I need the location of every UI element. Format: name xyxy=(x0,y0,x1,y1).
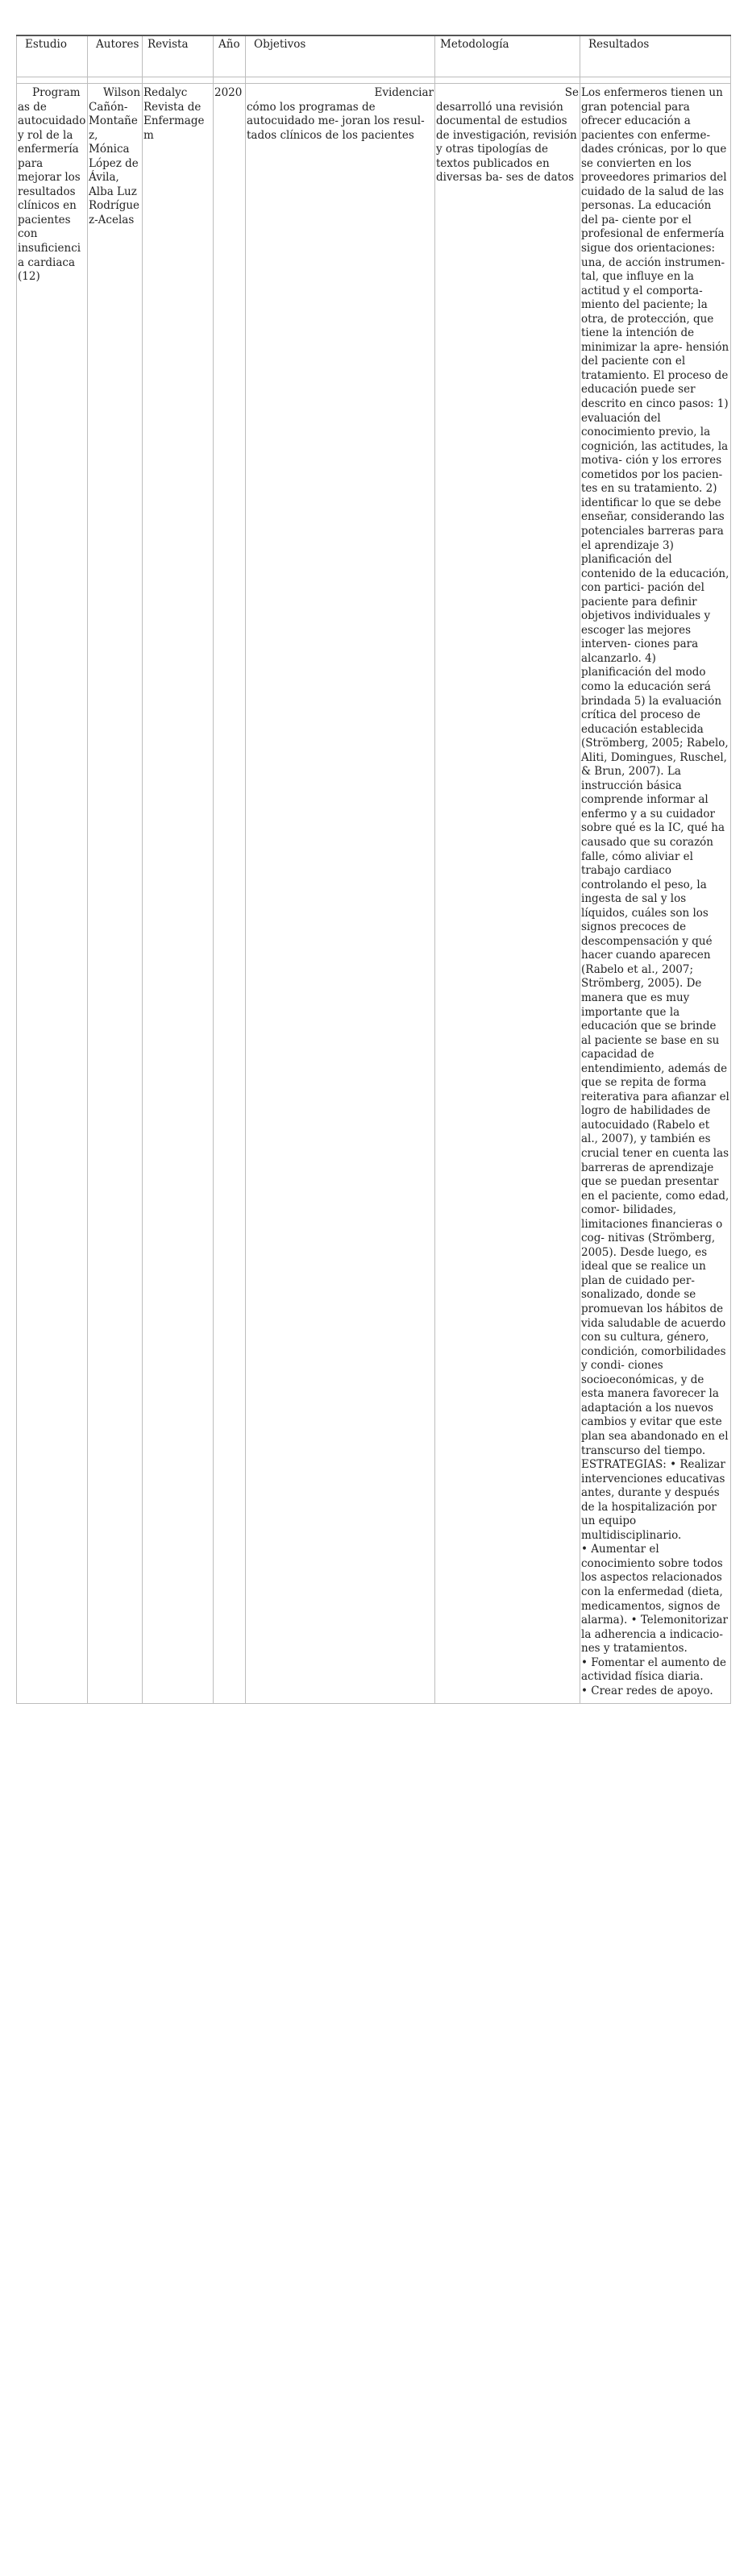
header-resultados: Resultados xyxy=(580,35,731,77)
objetivos-text: cómo los programas de autocuidado me- joran los resul- tados clínicos de los pacientes xyxy=(247,100,425,142)
estudio-text: Programas de autocuidado y rol de la enfermería para mejorar los resultados clínicos en pacientes con insuficiencia cardiaca (12) xyxy=(18,86,86,284)
cell-objetivos xyxy=(246,84,435,1704)
metodologia-first-word: Se xyxy=(564,86,579,99)
table-spacer-row xyxy=(17,77,731,84)
metodologia-text: desarrolló una revisión documental de estudios de investigación, revisión y otras tipologías de textos publicados en diversas ba- ses de datos xyxy=(436,100,577,185)
resultados-text: Los enfermeros tienen un gran potencial para ofrecer educación a pacientes con enferme- dades crónicas, por lo que se convierten en los proveedores primarios del cuidado de la salud de las personas. La educación del pa- ciente por el profesional de enfermería sigue dos orientaciones: una, de acción instrumen- tal, que influye en la actitud y el comporta- miento del paciente; la otra, de protección, que tiene la intención de minimizar la apre- hensión del paciente con el tratamiento. El proceso de educación puede ser descrito en cinco pasos: 1) evaluación del conocimiento previo, la cognición, las actitudes, la motiva- ción y los errores cometidos por los pacien- tes en su tratamiento. 2) identificar lo que se debe enseñar, considerando las potenciales barreras para el aprendizaje 3) planificación del contenido de la educación, con partici- pación del paciente para definir objetivos individuales y escoger las mejores interven- ciones para alcanzarlo. 4) planificación del modo como la educación será brindada 5) la evaluación crítica del proceso de educación establecida (Strömberg, 2005; Rabelo, Aliti, Domingues, Ruschel, & Brun, 2007). La instrucción básica comprende informar al enfermo y a su cuidador sobre qué es la IC, qué ha causado que su corazón falle, cómo aliviar el trabajo cardiaco controlando el peso, la ingesta de sal y los líquidos, cuáles son los signos precoces de descompensación y qué hacer cuando aparecen (Rabelo et al., 2007; Strömberg, 2005). De manera que es muy importante que la educación que se brinde al paciente se base en su capacidad de entendimiento, además de que se repita de forma reiterativa para afianzar el logro de habilidades de autocuidado (Rabelo et al., 2007), y también es crucial tener en cuenta las barreras de aprendizaje que se puedan presentar en el paciente, como edad, comor- bilidades, limitaciones financieras o cog- nitivas (Strömberg, 2005). Desde luego, es ideal que se realice un plan de cuidado per- sonalizado, donde se promuevan los hábitos de vida saludable de acuerdo con su cultura, género, condición, comorbilidades y condi- ciones socioeconómicas, y de esta manera favorecer la adaptación a los nuevos cambios y evitar que este plan sea abandonado en el transcurso del tiempo. xyxy=(581,86,729,1457)
autores-text: Wilson Cañón-Montañez, Mónica López de Ávila, Alba Luz Rodríguez-Acelas xyxy=(89,86,141,226)
table-row xyxy=(17,84,731,1704)
cell-resultados xyxy=(580,84,731,1704)
objetivos-first-word: Evidenciar xyxy=(374,86,434,99)
cell-metodologia xyxy=(435,84,580,1704)
header-metodologia: Metodología xyxy=(435,35,580,77)
header-objetivos: Objetivos xyxy=(246,35,435,77)
literature-review-table xyxy=(16,35,731,1704)
resultados-strategies: ESTRATEGIAS: • Realizar intervenciones educativas antes, durante y después de la hospitalización por un equipo multidisciplinario. xyxy=(581,1458,725,1542)
table-header-row xyxy=(17,35,731,77)
cell-anio: 2020 xyxy=(214,84,246,1704)
resultados-bullet-2: • Fomentar el aumento de actividad física diaria. xyxy=(581,1656,727,1684)
header-estudio: Estudio xyxy=(17,35,88,77)
cell-autores xyxy=(88,84,143,1704)
resultados-bullet-3: • Crear redes de apoyo. xyxy=(581,1684,713,1697)
header-anio: Año xyxy=(214,35,246,77)
cell-estudio xyxy=(17,84,88,1704)
cell-revista: Redalyc Revista de Enfermagem xyxy=(143,84,214,1704)
header-autores: Autores xyxy=(88,35,143,77)
resultados-bullet-1: • Aumentar el conocimiento sobre todos los aspectos relacionados con la enfermedad (dieta, medicamentos, signos de alarma). • Telemonitorizar la adherencia a indicacio- nes y tratamientos. xyxy=(581,1543,728,1656)
header-revista: Revista xyxy=(143,35,214,77)
